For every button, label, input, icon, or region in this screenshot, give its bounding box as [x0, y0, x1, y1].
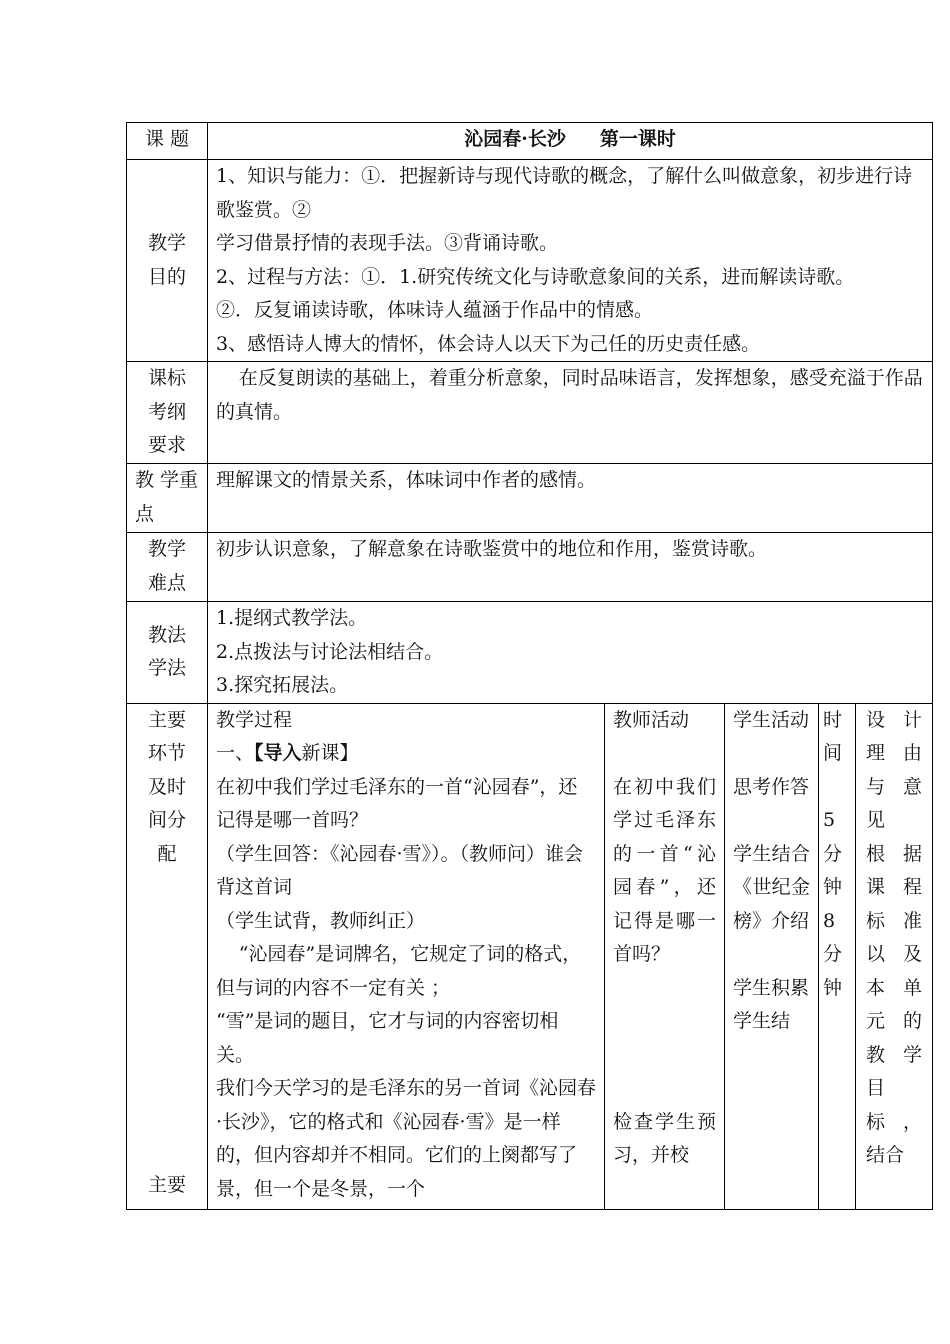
- time-slot-2: 8分钟: [823, 909, 843, 999]
- section-rest: 新课】: [301, 742, 359, 764]
- objectives-row: [127, 160, 933, 362]
- standards-row: [127, 362, 933, 464]
- time-cell: [819, 703, 856, 1209]
- rationale-cell: [856, 703, 933, 1209]
- key-points-row: [127, 464, 933, 533]
- student-activity-cell: [725, 703, 819, 1209]
- teacher-activity-1: 在初中我们学过毛泽东的一首“沁园春”，还记得是哪一首吗？: [613, 775, 716, 965]
- process-line: “沁园春”是词牌名，它规定了词的格式，但与词的内容不一定有关 ；: [216, 943, 582, 999]
- process-header: 教学过程: [216, 708, 293, 731]
- topic-label: 课 题: [127, 123, 208, 160]
- methods-content: [208, 602, 933, 704]
- student-activity-1: 思考作答: [733, 775, 810, 798]
- standards-content: 在反复朗读的基础上，着重分析意象，同时品味语言，发挥想象，感受充溢于作品的真情。: [208, 362, 933, 464]
- section-heading: [216, 737, 596, 771]
- lesson-title-sub: 第一课时: [599, 128, 676, 150]
- title-row: [127, 123, 933, 160]
- lesson-plan-table: [126, 122, 933, 1210]
- process-line: （学生试背，教师纠正）: [216, 909, 426, 932]
- lesson-title: [208, 123, 933, 160]
- student-activity-3: 学生积累: [733, 976, 810, 999]
- lesson-title-main: 沁园春·长沙: [464, 128, 566, 150]
- objectives-content: [208, 160, 933, 362]
- section-prefix: 一、: [216, 742, 255, 764]
- rationale-header: 设计理由与意见: [866, 708, 923, 831]
- rationale-1: 根据课程标准以及本单元的教学目标，结合: [866, 842, 923, 1166]
- process-row: [127, 703, 933, 1209]
- process-line: （学生回答：《沁园春·雪》）。（教师问）谁会背这首词: [216, 842, 584, 898]
- standards-label: 课标考纲要求: [127, 362, 208, 464]
- objectives-label: 教学目的: [127, 160, 208, 362]
- method-item: 3.探究拓展法。: [216, 674, 349, 696]
- process-line: 我们今天学习的是毛泽东的另一首词《沁园春·长沙》，它的格式和《沁园春·雪》是一样的，但内容却并不相同。它们的上阕都写了景，但一个是冬景，一个: [216, 1077, 597, 1200]
- process-label-cell: [127, 703, 208, 1209]
- teacher-header: 教师活动: [613, 708, 690, 731]
- method-item: 1.提纲式教学法。: [216, 607, 368, 629]
- difficulties-label: 教学难点: [127, 533, 208, 602]
- difficulties-row: [127, 533, 933, 602]
- process-line: “雪”是词的题目，它才与词的内容密切相关。: [216, 1010, 559, 1066]
- section-bold: 【导入: [254, 742, 302, 764]
- key-points-content: 理解课文的情景关系，体味词中作者的感情。: [208, 464, 933, 533]
- objective-line: 2、过程与方法：①．1.研究传统文化与诗歌意象间的关系，进而解读诗歌。: [216, 265, 855, 288]
- teacher-activity-2: 检查学生预习，并校: [613, 1110, 716, 1166]
- process-label-bottom: 主要: [147, 1174, 186, 1196]
- methods-label: 教法学法: [127, 602, 208, 704]
- objective-line: 3、感悟诗人博大的情怀，体会诗人以天下为己任的历史责任感。: [216, 332, 761, 355]
- key-points-label: 教 学重点: [127, 464, 208, 533]
- process-line: 在初中我们学过毛泽东的一首“沁园春”，还记得是哪一首吗？: [216, 775, 578, 831]
- time-header: 时间: [823, 708, 843, 764]
- student-activity-4: 学生结: [733, 1010, 791, 1032]
- process-label: 主要环节及时间分配: [147, 708, 186, 865]
- objective-line: ②．反复诵读诗歌，体味诗人蕴涵于作品中的情感。: [216, 299, 654, 321]
- time-slot-1: 5分钟: [823, 809, 843, 898]
- difficulties-content: 初步认识意象，了解意象在诗歌鉴赏中的地位和作用，鉴赏诗歌。: [208, 533, 933, 602]
- objective-line: 学习借景抒情的表现手法。③背诵诗歌。: [216, 232, 559, 254]
- method-item: 2.点拨法与讨论法相结合。: [216, 640, 444, 663]
- student-header: 学生活动: [733, 708, 810, 731]
- methods-row: [127, 602, 933, 704]
- student-activity-2: 学生结合《世纪金榜》介绍: [733, 842, 810, 932]
- objective-line: 1、知识与能力：①．把握新诗与现代诗歌的概念，了解什么叫做意象，初步进行诗歌鉴赏。②: [216, 165, 913, 221]
- teacher-activity-cell: [605, 703, 725, 1209]
- teaching-process-cell: [208, 703, 605, 1209]
